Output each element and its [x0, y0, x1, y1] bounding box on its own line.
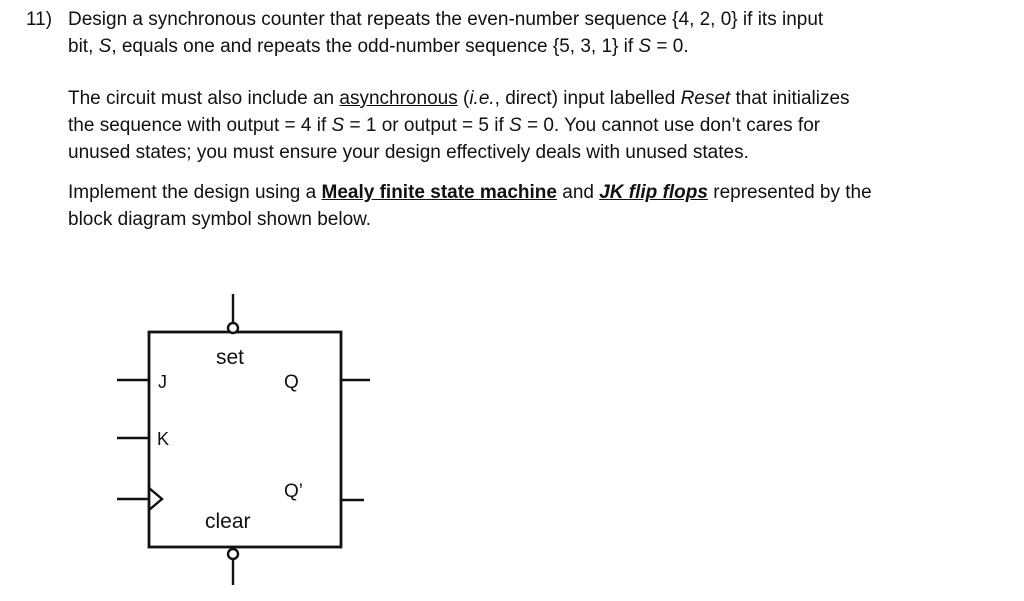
clear-inversion-bubble	[228, 549, 238, 559]
q-label: Q	[284, 372, 299, 393]
paragraph-reset-spec	[68, 85, 968, 166]
q-bar-label: Q’	[284, 481, 303, 502]
clear-label: clear	[205, 510, 251, 533]
mealy-fsm-term: Mealy finite state machine	[321, 182, 557, 203]
paragraph-implementation	[68, 179, 968, 233]
set-inversion-bubble	[228, 323, 238, 333]
p2-line-3: unused states; you must ensure your design effectively deals with unused states.	[68, 142, 749, 163]
set-label: set	[216, 346, 245, 369]
p1-line-2: bit, S, equals one and repeats the odd-number sequence {5, 3, 1} if S = 0.	[68, 36, 689, 57]
p3-line-1: Implement the design using a Mealy finite state machine and JK flip flops represented by the	[68, 182, 872, 203]
p1-line-1: Design a synchronous counter that repeats the even-number sequence {4, 2, 0} if its input	[68, 9, 824, 30]
paragraph-sequence-spec	[68, 6, 968, 60]
j-label: J	[158, 372, 167, 392]
clock-triangle-icon	[149, 488, 162, 510]
p2-line-1: The circuit must also include an asynchronous (i.e., direct) input labelled Reset that initializes	[68, 88, 850, 109]
k-label: K	[157, 429, 170, 449]
var-s: S	[638, 36, 652, 57]
var-s: S	[98, 36, 112, 57]
p2-line-2: the sequence with output = 4 if S = 1 or output = 5 if S = 0. You cannot use don’t cares for	[68, 115, 821, 136]
reset-term: Reset	[680, 88, 731, 109]
var-s: S	[331, 115, 345, 136]
jk-flip-flops-term: JK flip flops	[599, 182, 708, 203]
jk-flip-flop-drawing	[100, 282, 400, 592]
p3-line-2: block diagram symbol shown below.	[68, 209, 372, 230]
asynchronous-term: asynchronous	[339, 88, 458, 109]
jk-flip-flop-symbol	[100, 282, 400, 592]
question-number: 11)	[26, 9, 53, 30]
var-s: S	[509, 115, 522, 136]
